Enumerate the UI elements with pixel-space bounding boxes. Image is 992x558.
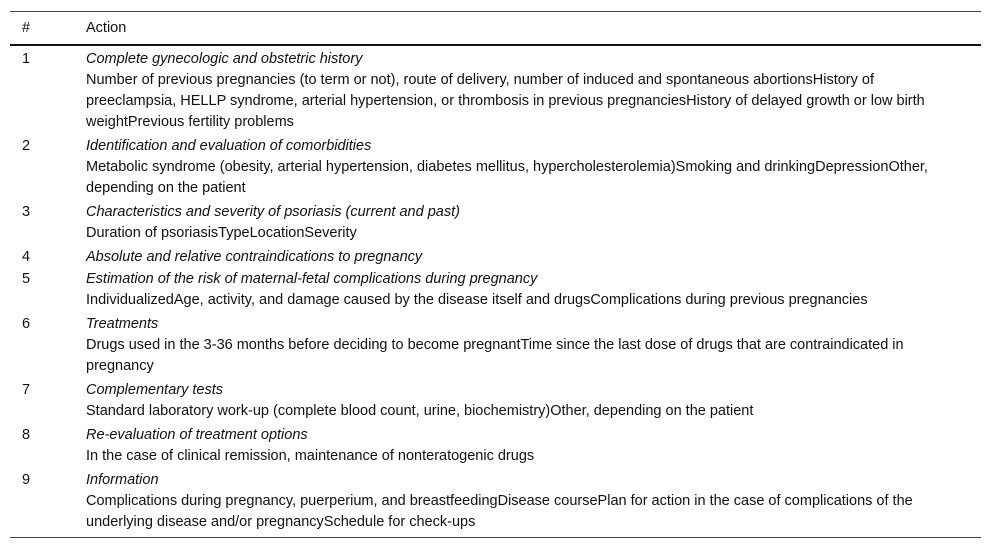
action-table [10, 11, 981, 538]
table-row [10, 135, 981, 157]
row-number-spacer [10, 70, 86, 135]
action-detail: IndividualizedAge, activity, and damage caused by the disease itself and drugsComplications during previous pregnancies [86, 292, 868, 308]
row-number-spacer [10, 157, 86, 201]
row-number: 4 [22, 249, 31, 265]
action-detail: Number of previous pregnancies (to term or not), route of delivery, number of induced and spontaneous abortionsHistory of preeclampsia, HELLP syndrome, arterial hypertension, or thrombosis in previous pregnanciesHistory of delayed growth or low birth weightPrevious fertility problems [86, 72, 925, 130]
row-number-spacer [10, 335, 86, 379]
row-number: 9 [22, 472, 31, 488]
action-title: Estimation of the risk of maternal-fetal complications during pregnancy [86, 271, 538, 287]
header-number: # [10, 12, 86, 46]
action-detail: Standard laboratory work-up (complete blood count, urine, biochemistry)Other, depending on the patient [86, 403, 754, 419]
row-number-spacer [10, 223, 86, 246]
table-row-detail [10, 157, 981, 201]
action-detail: Complications during pregnancy, puerperium, and breastfeedingDisease coursePlan for action in the case of complications of the underlying disease and/or pregnancySchedule for check-ups [86, 491, 981, 538]
action-title: Complete gynecologic and obstetric history [86, 51, 363, 67]
table-row [10, 469, 981, 491]
table-row [10, 313, 981, 335]
table-row [10, 246, 981, 268]
action-title: Identification and evaluation of comorbidities [86, 138, 372, 154]
row-number: 2 [22, 138, 31, 154]
action-title: Information [86, 472, 159, 488]
table-row-detail [10, 223, 981, 246]
table-row-detail [10, 491, 981, 538]
action-table-container [10, 11, 981, 538]
action-detail: Duration of psoriasisTypeLocationSeverity [86, 225, 357, 241]
action-title: Complementary tests [86, 382, 223, 398]
table-row-detail [10, 70, 981, 135]
header-row [10, 12, 981, 46]
action-detail: Metabolic syndrome (obesity, arterial hypertension, diabetes mellitus, hypercholesterolemia)Smoking and drinkingDepressionOther, depending on the patient [86, 159, 928, 196]
table-body [10, 45, 981, 538]
table-row [10, 268, 981, 290]
table-row [10, 424, 981, 446]
table-row [10, 45, 981, 70]
row-number: 7 [22, 382, 31, 398]
row-number: 8 [22, 427, 31, 443]
action-detail: Drugs used in the 3-36 months before deciding to become pregnantTime since the last dose of drugs that are contraindicated in pregnancy [86, 337, 904, 374]
action-title: Absolute and relative contraindications to pregnancy [86, 249, 423, 265]
table-row-detail [10, 446, 981, 469]
row-number-spacer [10, 401, 86, 424]
header-action: Action [86, 12, 981, 46]
row-number-spacer [10, 290, 86, 313]
row-number-spacer [10, 491, 86, 538]
row-number: 5 [22, 271, 31, 287]
table-row [10, 379, 981, 401]
table-row-detail [10, 290, 981, 313]
row-number-spacer [10, 446, 86, 469]
action-detail: In the case of clinical remission, maintenance of nonteratogenic drugs [86, 448, 535, 464]
table-row-detail [10, 401, 981, 424]
table-row-detail [10, 335, 981, 379]
action-title: Re-evaluation of treatment options [86, 427, 308, 443]
action-title: Characteristics and severity of psoriasis (current and past) [86, 204, 460, 220]
table-header [10, 12, 981, 46]
row-number: 6 [22, 316, 31, 332]
table-row [10, 201, 981, 223]
action-title: Treatments [86, 316, 159, 332]
row-number: 1 [22, 51, 31, 67]
row-number: 3 [22, 204, 31, 220]
